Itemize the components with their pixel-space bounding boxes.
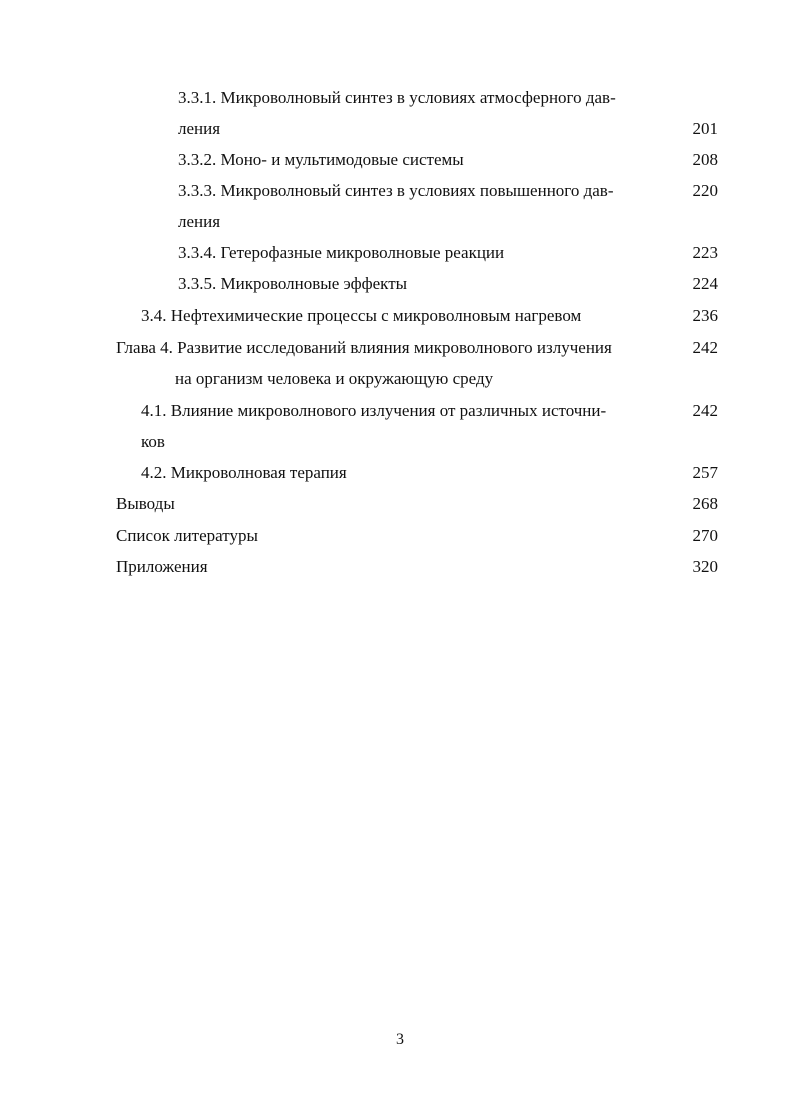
toc-page-4-1: 242 — [692, 401, 718, 420]
toc-entry-4-1-line-1: 4.1. Влияние микроволнового излучения от различных источни- — [141, 401, 607, 420]
toc-page-3-3-4: 223 — [692, 243, 718, 262]
toc-entry-4-1-line-2: ков — [141, 432, 165, 451]
toc-page-conclusions: 268 — [692, 494, 718, 513]
toc-page-references: 270 — [692, 526, 718, 545]
toc-page-appendices: 320 — [692, 557, 718, 576]
toc-entry-references: Список литературы — [116, 526, 258, 545]
toc-page-4-2: 257 — [692, 463, 718, 482]
toc-entry-chapter-4-line-1: Глава 4. Развитие исследований влияния микроволнового излучения — [116, 338, 612, 357]
toc-entry-conclusions: Выводы — [116, 494, 175, 513]
toc-entry-3-4: 3.4. Нефтехимические процессы с микроволновым нагревом — [141, 306, 582, 325]
toc-entry-chapter-4-line-2: на организм человека и окружающую среду — [175, 369, 494, 388]
page-number: 3 — [396, 1031, 404, 1048]
toc-entry-appendices: Приложения — [116, 557, 208, 576]
toc-page-3-3-2: 208 — [692, 150, 718, 169]
toc-page-3-3-3: 220 — [692, 181, 718, 200]
toc-entry-3-3-1-line-2: ления — [178, 119, 221, 138]
toc-page-3-3-5: 224 — [692, 274, 718, 293]
toc-entry-3-3-4: 3.3.4. Гетерофазные микроволновые реакции — [178, 243, 505, 262]
toc-page-3-4: 236 — [692, 306, 718, 325]
toc-entry-3-3-3-line-1: 3.3.3. Микроволновый синтез в условиях повышенного дав- — [178, 181, 614, 200]
toc-page-chapter-4: 242 — [692, 338, 718, 357]
toc-entry-3-3-3-line-2: ления — [178, 212, 221, 231]
toc-entry-4-2: 4.2. Микроволновая терапия — [141, 463, 347, 482]
toc-entry-3-3-1-line-1: 3.3.1. Микроволновый синтез в условиях атмосферного дав- — [178, 88, 616, 107]
toc-entry-3-3-2: 3.3.2. Моно- и мультимодовые системы — [178, 150, 464, 169]
toc-page-3-3-1: 201 — [692, 119, 718, 138]
toc-entry-3-3-5: 3.3.5. Микроволновые эффекты — [178, 274, 408, 293]
